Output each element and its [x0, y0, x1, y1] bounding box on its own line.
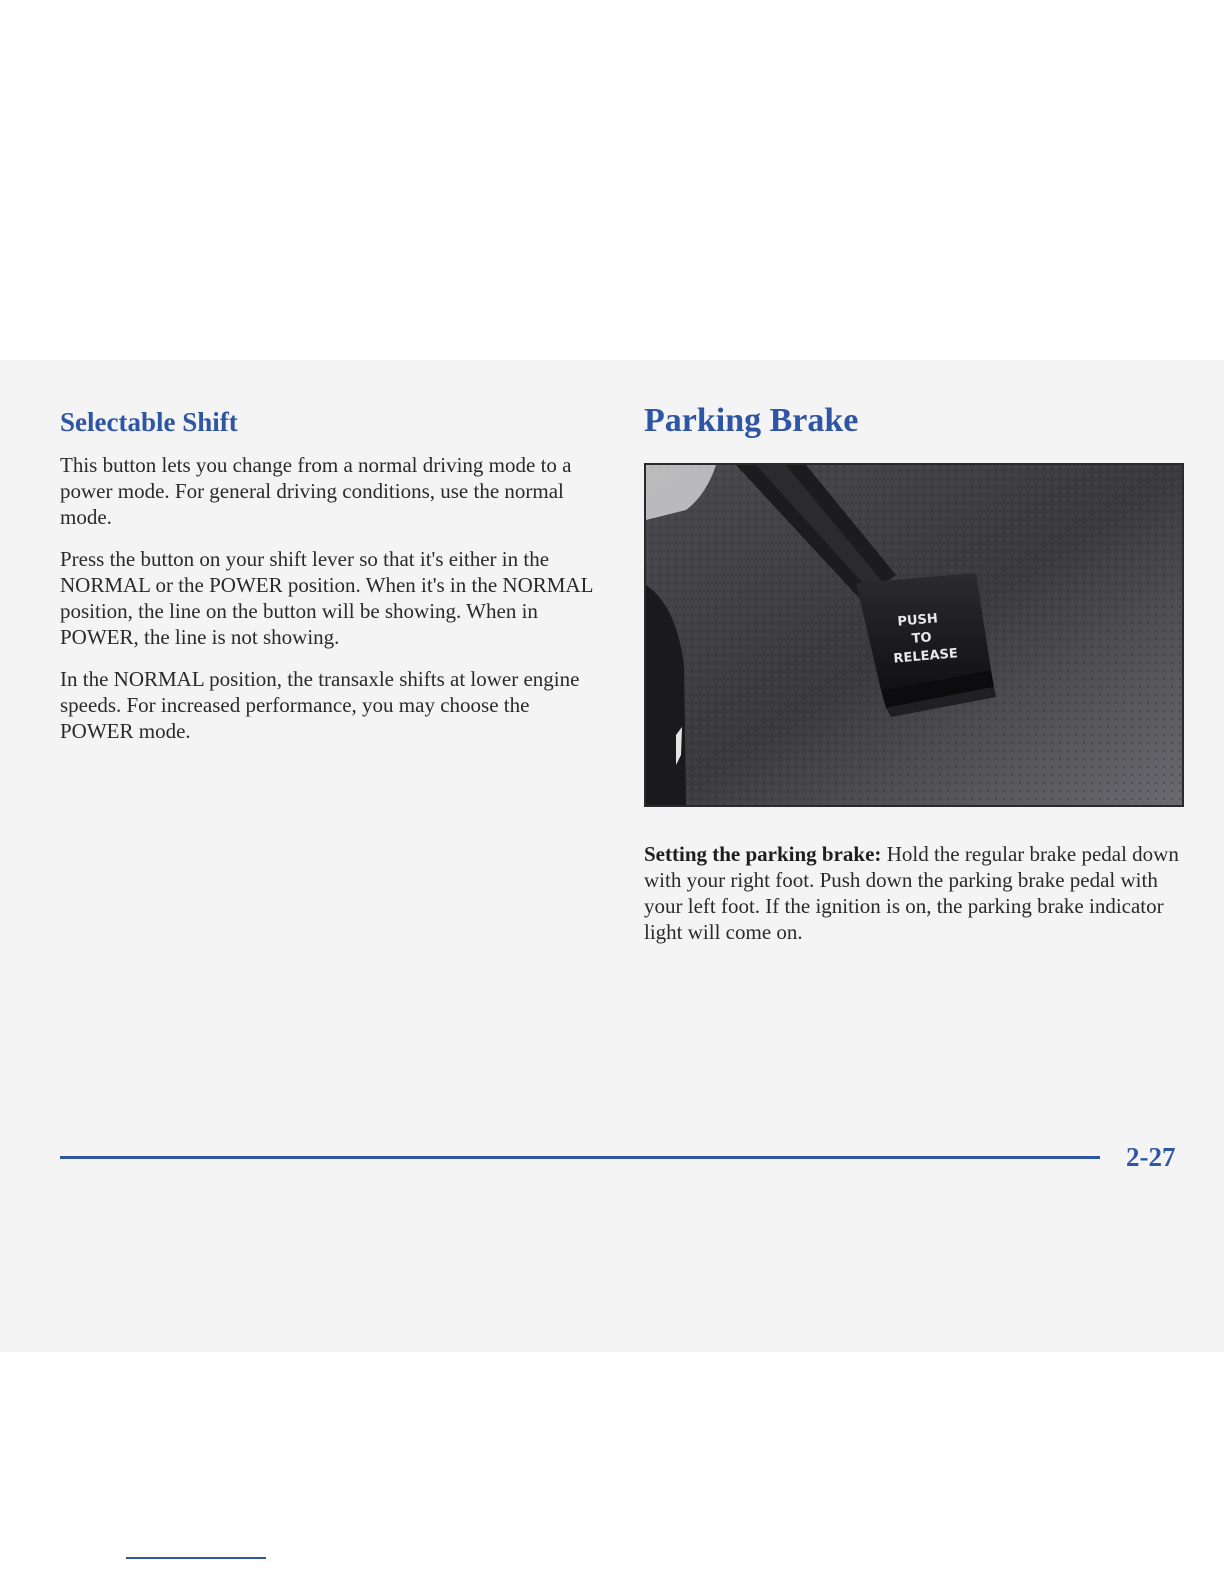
caption-text: Hold the regular brake pedal down with your right foot. Push down the parking brake pedal with your left foot. If the ignition is on, the parking brake indicator light will come on. — [644, 842, 1179, 945]
footer-rule — [60, 1156, 1100, 1159]
pedal-label-line2: TO — [911, 630, 933, 648]
paragraph-1: This button lets you change from a normal driving mode to a power mode. For general driving conditions, use the normal mode. — [60, 452, 572, 529]
parking-brake-illustration — [646, 465, 1182, 805]
paragraph-3: In the NORMAL position, the transaxle shifts at lower engine speeds. For increased performance, you may choose the POWER mode. — [60, 666, 580, 743]
bottom-mark — [126, 1557, 266, 1559]
pedal-label-line1: PUSH — [896, 611, 939, 631]
caption-lead: Setting the parking brake: — [644, 842, 882, 867]
parking-brake-heading: Parking Brake — [644, 402, 859, 439]
selectable-shift-section — [60, 408, 605, 760]
page-number: 2-27 — [1126, 1142, 1176, 1172]
parking-brake-section — [644, 402, 1184, 966]
pedal-label-line3: RELEASE — [892, 646, 959, 668]
parking-brake-photo — [644, 463, 1184, 807]
paragraph-2: Press the button on your shift lever so that it's either in the NORMAL or the POWER position. When it's in the NORMAL position, the line on the button will be showing. When in POWER, the line is not showing. — [60, 546, 593, 649]
parking-brake-caption — [644, 841, 1184, 945]
selectable-shift-heading: Selectable Shift — [60, 407, 238, 437]
